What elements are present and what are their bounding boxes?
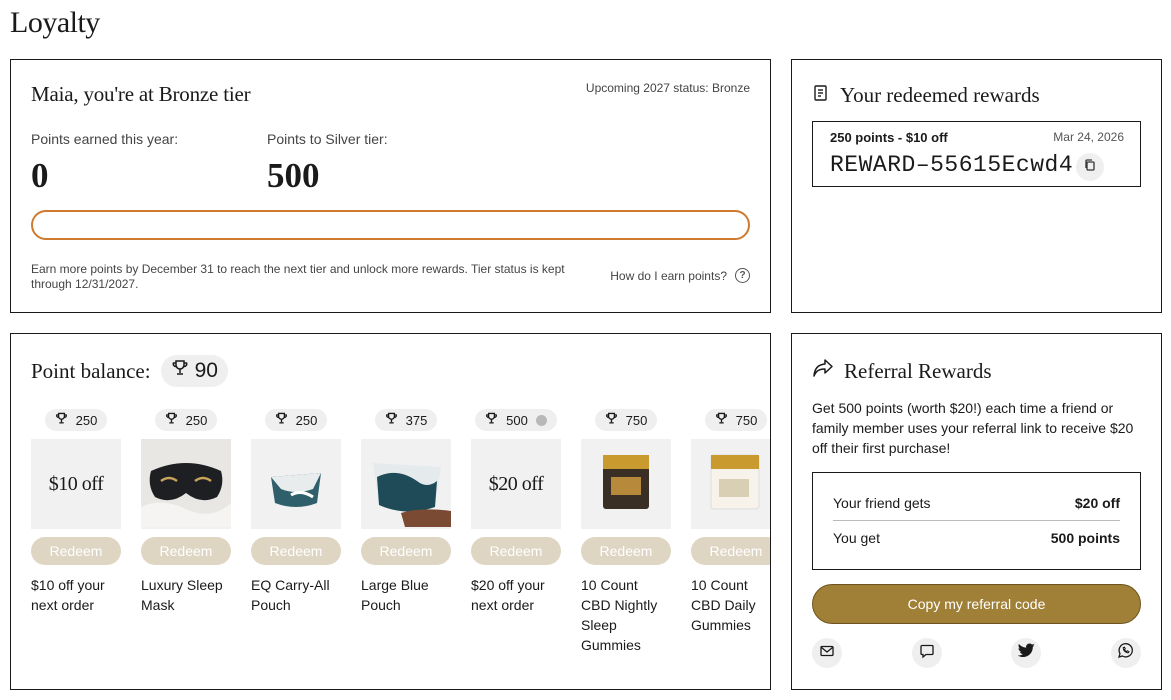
you-get-label: You get (833, 530, 880, 546)
trophy-icon (275, 412, 288, 428)
points-earned-label: Points earned this year: (31, 131, 179, 147)
reward-image (361, 439, 451, 529)
reward-item (361, 409, 451, 655)
redeem-button[interactable]: Redeem (471, 537, 561, 565)
reward-image (251, 439, 341, 529)
reward-thumbnail (471, 439, 561, 529)
reward-thumbnail (361, 439, 451, 529)
redeem-button[interactable]: Redeem (31, 537, 121, 565)
referral-card (791, 333, 1162, 690)
reward-name: 10 Count CBD Nightly Sleep Gummies (581, 577, 658, 653)
reward-cost: 250 (75, 412, 98, 428)
point-balance-value: 90 (194, 359, 218, 382)
reward-name: $20 off your next order (471, 577, 545, 613)
trophy-icon (171, 359, 189, 383)
how-earn-points-label: How do I earn points? (610, 268, 727, 283)
friend-gets-row (833, 495, 1120, 511)
reward-thumbnail (31, 439, 121, 529)
reward-name: Luxury Sleep Mask (141, 577, 223, 613)
reward-thumb-text: $10 off (48, 472, 104, 495)
mail-icon (819, 643, 835, 664)
referral-divider (833, 520, 1120, 521)
share-twitter-button[interactable] (1011, 638, 1041, 668)
share-message-button[interactable] (912, 638, 942, 668)
reward-name: 10 Count CBD Daily Gummies (691, 577, 756, 633)
message-icon (919, 643, 935, 664)
reward-item (691, 409, 771, 655)
reward-image (691, 439, 771, 529)
tier-card (10, 59, 771, 313)
reward-image (581, 439, 671, 529)
reward-thumb-text: $20 off (488, 472, 544, 495)
reward-cost-pill (475, 409, 557, 431)
reward-item (251, 409, 341, 655)
points-to-next-label: Points to Silver tier: (267, 131, 388, 147)
reward-cost-pill (45, 409, 108, 431)
reward-image (141, 439, 231, 529)
trophy-icon (715, 412, 728, 428)
redeemed-reward-item (812, 121, 1141, 187)
reward-name: $10 off your next order (31, 577, 105, 613)
redeem-button[interactable]: Redeem (581, 537, 671, 565)
rewards-list (31, 409, 771, 655)
receipt-icon (812, 83, 830, 108)
reward-item (471, 409, 561, 655)
redeemed-reward-code[interactable]: REWARD–55615Ecwd4 (830, 152, 1074, 178)
upcoming-status: Upcoming 2027 status: Bronze (585, 81, 750, 95)
referral-summary (812, 472, 1141, 570)
you-get-row (833, 530, 1120, 546)
copy-icon (1083, 158, 1097, 177)
redeem-button[interactable]: Redeem (361, 537, 451, 565)
redeemed-heading-label: Your redeemed rewards (840, 83, 1040, 107)
you-get-value: 500 points (1050, 530, 1120, 546)
tier-progress-bar (31, 210, 750, 240)
reward-name: Large Blue Pouch (361, 577, 429, 613)
share-whatsapp-button[interactable] (1111, 638, 1141, 668)
locked-indicator-icon (536, 415, 547, 426)
referral-heading (812, 358, 992, 384)
reward-cost: 500 (506, 412, 528, 428)
whatsapp-icon (1117, 642, 1134, 664)
point-balance-label: Point balance: (31, 358, 151, 383)
trophy-icon (485, 412, 498, 428)
redeem-button[interactable]: Redeem (251, 537, 341, 565)
reward-cost-pill (155, 409, 218, 431)
reward-cost-pill (265, 409, 328, 431)
reward-cost: 250 (185, 412, 208, 428)
reward-cost: 750 (625, 412, 648, 428)
reward-thumbnail (251, 439, 341, 529)
trophy-icon (385, 412, 398, 428)
friend-gets-value: $20 off (1074, 495, 1120, 511)
copy-referral-code-button[interactable]: Copy my referral code (812, 584, 1141, 624)
reward-cost: 250 (295, 412, 318, 428)
reward-thumbnail (581, 439, 671, 529)
trophy-icon (165, 412, 178, 428)
reward-cost-pill (595, 409, 658, 431)
how-earn-points-link[interactable] (610, 268, 750, 283)
reward-cost-pill (375, 409, 438, 431)
tier-note: Earn more points by December 31 to reach the next tier and unlock more rewards. Tier status is kept through 12/31/2027. (31, 262, 565, 291)
share-arrow-icon (812, 358, 834, 384)
redeem-button[interactable]: Redeem (691, 537, 771, 565)
referral-heading-label: Referral Rewards (844, 358, 992, 383)
share-email-button[interactable] (812, 638, 842, 668)
twitter-icon (1018, 643, 1035, 663)
reward-cost: 375 (405, 412, 428, 428)
reward-item (31, 409, 121, 655)
redeemed-heading (812, 83, 1040, 108)
point-balance-header (31, 355, 228, 387)
redeemed-rewards-card (791, 59, 1162, 313)
redeemed-reward-title: 250 points - $10 off (830, 130, 948, 145)
trophy-icon (55, 412, 68, 428)
reward-thumbnail (691, 439, 771, 529)
help-icon: ? (735, 268, 750, 283)
redeem-button[interactable]: Redeem (141, 537, 231, 565)
redeemed-reward-date: Mar 24, 2026 (1053, 130, 1124, 144)
friend-gets-label: Your friend gets (833, 495, 931, 511)
page-title: Loyalty (10, 6, 100, 39)
copy-code-button[interactable] (1076, 153, 1104, 181)
reward-item (581, 409, 671, 655)
point-balance-card (10, 333, 771, 690)
points-earned-value: 0 (31, 156, 49, 195)
point-balance-pill (161, 355, 228, 387)
reward-item (141, 409, 231, 655)
points-to-next-value: 500 (267, 156, 320, 195)
reward-name: EQ Carry-All Pouch (251, 577, 330, 613)
trophy-icon (605, 412, 618, 428)
reward-thumbnail (141, 439, 231, 529)
tier-heading: Maia, you're at Bronze tier (31, 82, 251, 106)
share-buttons (812, 638, 1141, 668)
reward-cost-pill (705, 409, 768, 431)
reward-cost: 750 (735, 412, 758, 428)
referral-description: Get 500 points (worth $20!) each time a friend or family member uses your referral link to receive $20 off their first purchase! (812, 400, 1134, 456)
